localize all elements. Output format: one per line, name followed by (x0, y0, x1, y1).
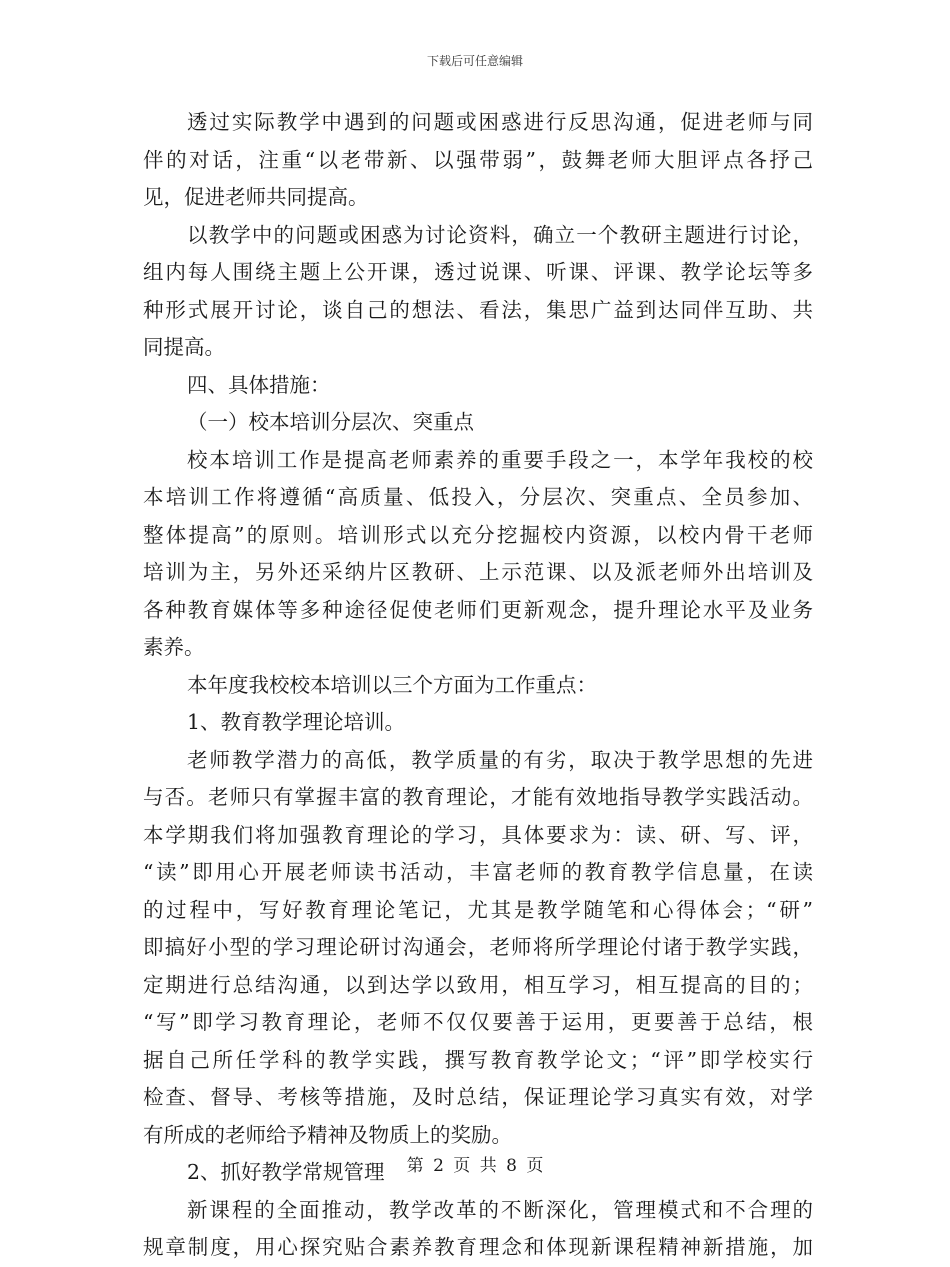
text-line: 素养。 (143, 635, 205, 659)
text-line: 检查、督导、考核等措施，及时总结，保证理论学习真实有效，对学 (143, 1085, 813, 1109)
text-line: 本学期我们将加强教育理论的学习，具体要求为：读、研、写、评， (143, 822, 813, 847)
text-line: “写”即学习教育理论，老师不仅仅要善于运用，更要善于总结，根 (143, 1010, 813, 1034)
text-line: 见，促进老师共同提高。 (143, 185, 369, 209)
text-line: 的过程中，写好教育理论笔记，尤其是教学随笔和心得体会；“研” (143, 897, 813, 922)
text-line: 培训为主，另外还采纳片区教研、上示范课、以及派老师外出培训及 (143, 560, 813, 584)
text-line: 老师教学潜力的高低，教学质量的有劣，取决于教学思想的先进 (187, 747, 813, 772)
text-line: 以教学中的问题或困惑为讨论资料，确立一个教研主题进行讨论， (187, 222, 813, 247)
text-line: 四、具体措施： (187, 372, 331, 397)
text-line: 种形式展开讨论，谈自己的想法、看法，集思广益到达同伴互助、共 (143, 297, 813, 322)
text-line: 各种教育媒体等多种途径促使老师们更新观念，提升理论水平及业务 (143, 597, 813, 622)
page-number: 第 2 页 共 8 页 (406, 1156, 544, 1176)
text-line: （一）校本培训分层次、突重点 (187, 410, 474, 434)
text-line: 据自己所任学科的教学实践，撰写教育教学论文；“评”即学校实行 (143, 1047, 813, 1072)
text-line: 1、教育教学理论培训。 (187, 710, 406, 734)
text-line: 校本培训工作是提高老师素养的重要手段之一，本学年我校的校 (187, 447, 813, 472)
text-line: 同提高。 (143, 335, 225, 359)
document-body (143, 104, 813, 1267)
text-line: 新课程的全面推动，教学改革的不断深化，管理模式和不合理的 (187, 1197, 813, 1222)
text-line: 2、抓好教学常规管理 (187, 1160, 385, 1184)
text-line: “读”即用心开展老师读书活动，丰富老师的教育教学信息量，在读 (143, 860, 813, 884)
text-line: 本年度我校校本培训以三个方面为工作重点： (187, 672, 597, 697)
text-line: 伴的对话，注重“以老带新、以强带弱”，鼓舞老师大胆评点各抒己 (143, 147, 813, 172)
text-line: 透过实际教学中遇到的问题或困惑进行反思沟通，促进老师与同 (187, 110, 813, 134)
text-line: 与否。老师只有掌握丰富的教育理论，才能有效地指导教学实践活动。 (143, 785, 813, 809)
text-line: 本培训工作将遵循“高质量、低投入，分层次、突重点、全员参加、 (143, 485, 813, 509)
text-line: 即搞好小型的学习理论研讨沟通会，老师将所学理论付诸于教学实践， (143, 935, 813, 959)
text-line: 整体提高”的原则。培训形式以充分挖掘校内资源，以校内骨干老师 (143, 522, 813, 547)
page-header: 下载后可任意编辑 (426, 54, 523, 68)
text-line: 规章制度，用心探究贴合素养教育理念和体现新课程精神新措施，加 (143, 1235, 813, 1259)
text-line: 组内每人围绕主题上公开课，透过说课、听课、评课、教学论坛等多 (143, 260, 813, 284)
text-line: 定期进行总结沟通，以到达学以致用，相互学习，相互提高的目的； (143, 972, 813, 997)
text-line: 有所成的老师给予精神及物质上的奖励。 (143, 1122, 512, 1147)
